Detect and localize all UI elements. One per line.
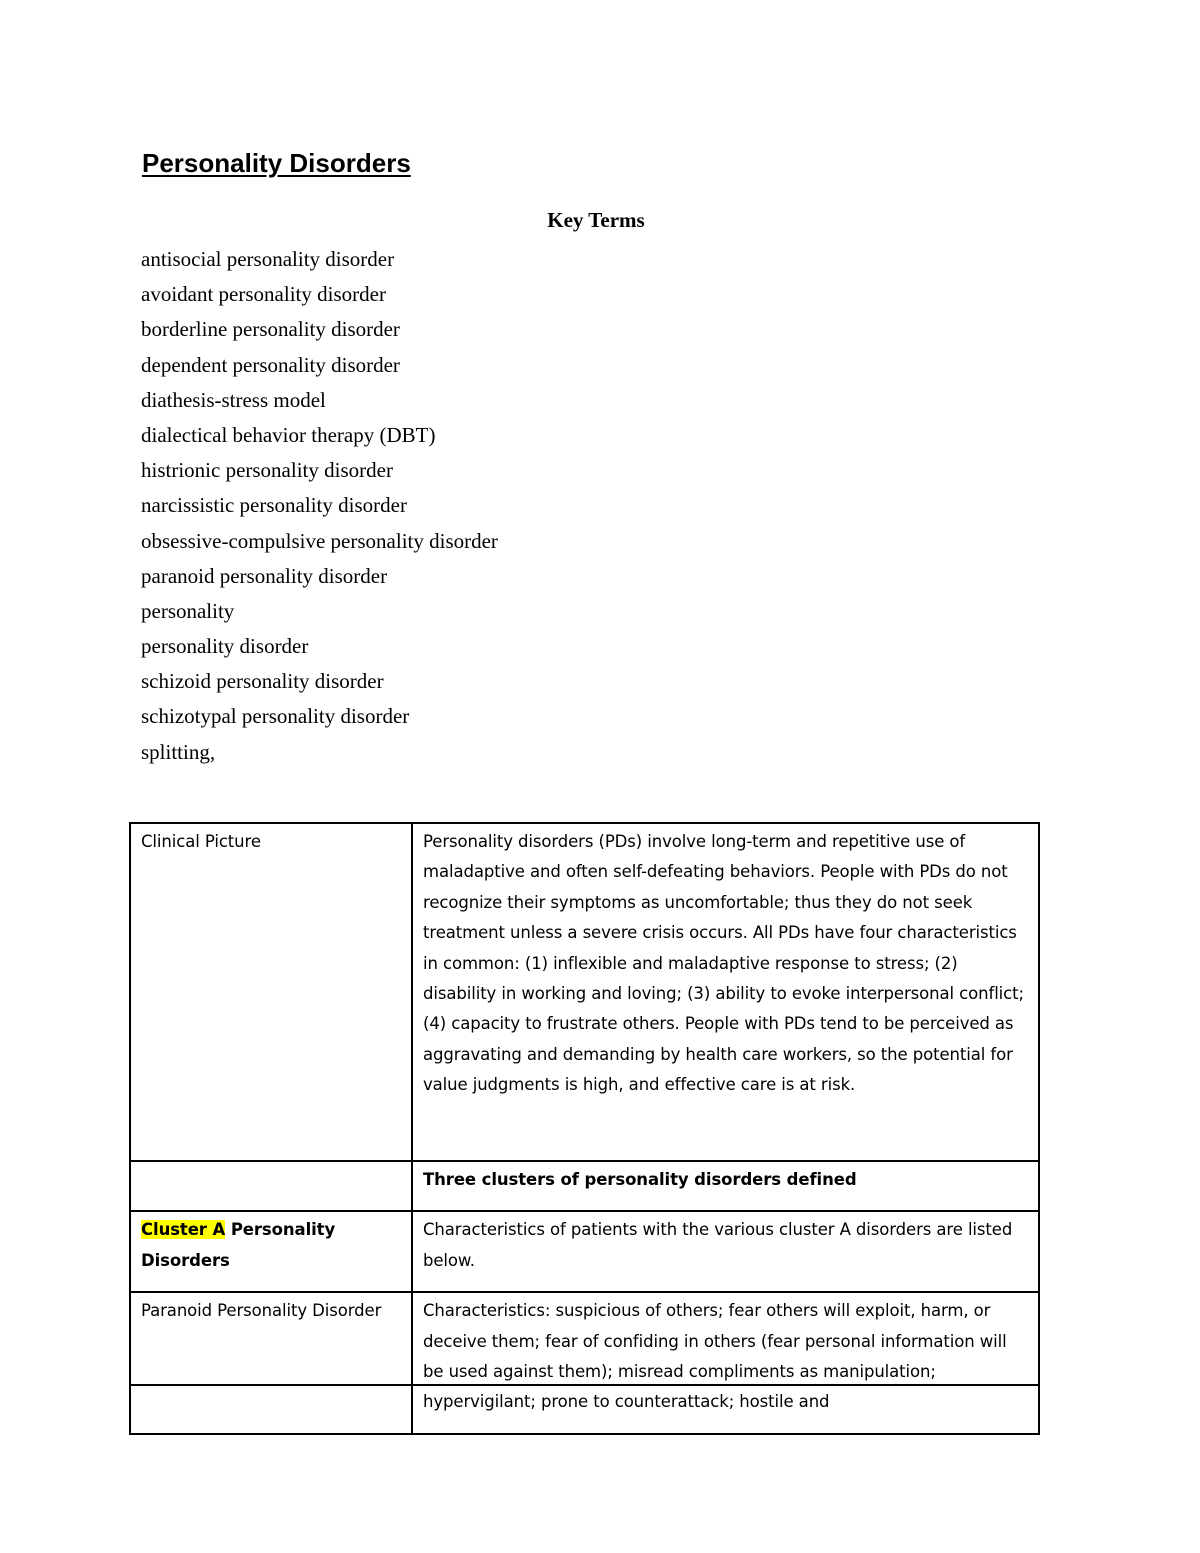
table-row xyxy=(130,1161,1039,1211)
table-row xyxy=(130,1292,1039,1434)
table-row xyxy=(130,823,1039,1161)
key-term-item: avoidant personality disorder xyxy=(141,282,386,307)
key-term-item: antisocial personality disorder xyxy=(141,247,395,271)
key-term-item: splitting, xyxy=(141,739,216,764)
key-terms-heading: Key Terms xyxy=(547,208,645,232)
page-title: Personality Disorders xyxy=(142,148,411,178)
row-label xyxy=(130,1161,412,1211)
key-term-item: paranoid personality disorder xyxy=(141,563,388,588)
row-label: Clinical Picture xyxy=(130,823,412,1161)
highlighted-label: Cluster A xyxy=(141,1220,226,1240)
key-term-item: personality disorder xyxy=(141,634,309,659)
row-description: Three clusters of personality disorders defined xyxy=(412,1161,1039,1211)
key-terms-list xyxy=(141,244,498,772)
row-label-rest: Personality Disorders xyxy=(141,1220,336,1270)
row-label: Paranoid Personality Disorder xyxy=(130,1292,412,1434)
row-description: Personality disorders (PDs) involve long-term and repetitive use of maladaptive and often self-defeating behaviors. People with PDs do not recognize their symptoms as uncomfortable; thus they do not seek treatment unless a severe crisis occurs. All PDs have four characteristics in common: (1) inflexible and maladaptive response to stress; (2) disability in working and loving; (3) ability to evoke interpersonal conflict; (4) capacity to frustrate others. People with PDs tend to be perceived as aggravating and demanding by health care workers, so the potential for value judgments is high, and effective care is at risk. xyxy=(412,823,1039,1161)
key-term-item: personality xyxy=(141,598,235,623)
clusters-table xyxy=(129,822,1040,1435)
key-term-item: schizoid personality disorder xyxy=(141,669,384,694)
key-term-item: dialectical behavior therapy (DBT) xyxy=(141,422,436,447)
key-term-item: borderline personality disorder xyxy=(141,317,400,342)
row-description: Characteristics: suspicious of others; fear others will exploit, harm, or deceive them; fear of confiding in others (fear personal information will be used against them); misread compliments as manipulation; hypervigilant; prone to counterattack; hostile and xyxy=(412,1292,1039,1434)
row-description: Characteristics of patients with the various cluster A disorders are listed below. xyxy=(412,1211,1039,1292)
key-term-item: narcissistic personality disorder xyxy=(141,493,407,518)
clusters-table-container xyxy=(129,822,1038,1412)
key-term-item: histrionic personality disorder xyxy=(141,458,393,483)
key-term-item: dependent personality disorder xyxy=(141,352,400,377)
row-label xyxy=(130,1211,412,1292)
key-term-item: obsessive-compulsive personality disorder xyxy=(141,528,498,553)
key-term-item: schizotypal personality disorder xyxy=(141,704,410,729)
key-term-item: diathesis-stress model xyxy=(141,387,326,412)
table-row xyxy=(130,1211,1039,1292)
